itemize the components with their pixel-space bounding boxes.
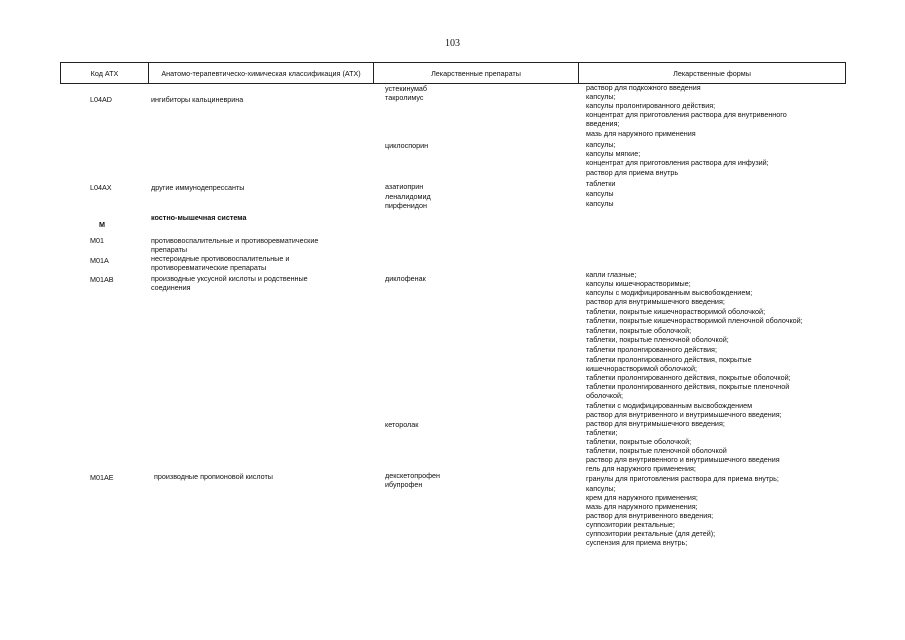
dosage-form: капсулы;: [586, 92, 616, 101]
table-header: [60, 62, 846, 84]
dosage-form: таблетки: [586, 179, 616, 188]
dosage-form: капсулы: [586, 199, 614, 208]
dosage-form: таблетки пролонгированного действия, покрытые: [586, 355, 752, 364]
drug-name: леналидомид: [385, 192, 431, 201]
dosage-form: концентрат для приготовления раствора для внутривенного: [586, 110, 787, 119]
atc-code: L04AD: [90, 95, 112, 104]
atc-code: M01A: [90, 256, 109, 265]
atc-class: производные пропионовой кислоты: [154, 472, 273, 481]
dosage-form: капсулы с модифицированным высвобождением;: [586, 288, 753, 297]
dosage-form: раствор для внутривенного и внутримышечного введения;: [586, 410, 782, 419]
atc-class: нестероидные противовоспалительные и: [151, 254, 290, 263]
atc-class: противовоспалительные и противоревматические: [151, 236, 319, 245]
dosage-form: концентрат для приготовления раствора для инфузий;: [586, 158, 769, 167]
drug-name: декскетопрофен: [385, 471, 440, 480]
dosage-form: гранулы для приготовления раствора для приема внутрь;: [586, 474, 779, 483]
dosage-form: раствор для внутривенного и внутримышечного введения: [586, 455, 780, 464]
table-body: [0, 84, 905, 624]
dosage-form: капсулы;: [586, 140, 616, 149]
dosage-form: таблетки, покрытые оболочкой;: [586, 326, 692, 335]
dosage-form: суспензия для приема внутрь;: [586, 538, 688, 547]
dosage-form: капли глазные;: [586, 270, 637, 279]
dosage-form: раствор для внутримышечного введения;: [586, 419, 725, 428]
drug-name: ибупрофен: [385, 480, 423, 489]
dosage-form: таблетки пролонгированного действия, покрытые оболочкой;: [586, 373, 791, 382]
dosage-form: мазь для наружного применения;: [586, 502, 698, 511]
dosage-form: раствор для приема внутрь: [586, 168, 679, 177]
page-number: 103: [445, 38, 460, 49]
dosage-form: кишечнорастворимой оболочкой;: [586, 364, 698, 373]
atc-code: M: [99, 220, 105, 229]
dosage-form: раствор для подкожного введения: [586, 83, 701, 92]
drug-name: циклоспорин: [385, 141, 429, 150]
header-classification: Анатомо-терапевтическо-химическая классификация (АТХ): [161, 69, 361, 78]
header-code: Код АТХ: [90, 69, 119, 78]
dosage-form: таблетки, покрытые пленочной оболочкой: [586, 446, 727, 455]
dosage-form: таблетки с модифицированным высвобождением: [586, 401, 753, 410]
dosage-form: таблетки пролонгированного действия, покрытые пленочной: [586, 382, 790, 391]
dosage-form: таблетки, покрытые оболочкой;: [586, 437, 692, 446]
atc-class: ингибиторы кальциневрина: [151, 95, 244, 104]
drug-name: устекинумаб: [385, 84, 428, 93]
dosage-form: капсулы;: [586, 484, 616, 493]
atc-class: соединения: [151, 283, 191, 292]
dosage-form: таблетки;: [586, 428, 618, 437]
header-forms: Лекарственные формы: [673, 69, 751, 78]
dosage-form: раствор для внутривенного введения;: [586, 511, 714, 520]
atc-class: другие иммунодепрессанты: [151, 183, 245, 192]
atc-class: противоревматические препараты: [151, 263, 267, 272]
dosage-form: капсулы кишечнорастворимые;: [586, 279, 691, 288]
dosage-form: суппозитории ректальные;: [586, 520, 675, 529]
drug-name: диклофенак: [385, 274, 426, 283]
dosage-form: таблетки, покрытые кишечнорастворимой оболочкой;: [586, 307, 766, 316]
dosage-form: оболочкой;: [586, 391, 624, 400]
atc-code: M01AE: [90, 473, 114, 482]
atc-code: L04AX: [90, 183, 112, 192]
header-drugs: Лекарственные препараты: [431, 69, 521, 78]
dosage-form: суппозитории ректальные (для детей);: [586, 529, 716, 538]
atc-class: препараты: [151, 245, 188, 254]
dosage-form: капсулы: [586, 189, 614, 198]
dosage-form: крем для наружного применения;: [586, 493, 698, 502]
dosage-form: капсулы пролонгированного действия;: [586, 101, 716, 110]
dosage-form: таблетки пролонгированного действия;: [586, 345, 717, 354]
dosage-form: капсулы мягкие;: [586, 149, 641, 158]
atc-class: костно-мышечная система: [151, 213, 247, 222]
drug-name: азатиоприн: [385, 182, 424, 191]
dosage-form: таблетки, покрытые пленочной оболочкой;: [586, 335, 729, 344]
drug-name: такролимус: [385, 93, 424, 102]
dosage-form: мазь для наружного применения: [586, 129, 696, 138]
atc-class: производные уксусной кислоты и родственные: [151, 274, 308, 283]
dosage-form: таблетки, покрытые кишечнорастворимой пленочной оболочкой;: [586, 316, 803, 325]
drug-name: кеторолак: [385, 420, 419, 429]
dosage-form: гель для наружного применения;: [586, 464, 696, 473]
atc-code: M01: [90, 236, 104, 245]
drug-name: пирфенидон: [385, 201, 427, 210]
dosage-form: раствор для внутримышечного введения;: [586, 297, 725, 306]
atc-code: M01AB: [90, 275, 114, 284]
dosage-form: введения;: [586, 119, 620, 128]
